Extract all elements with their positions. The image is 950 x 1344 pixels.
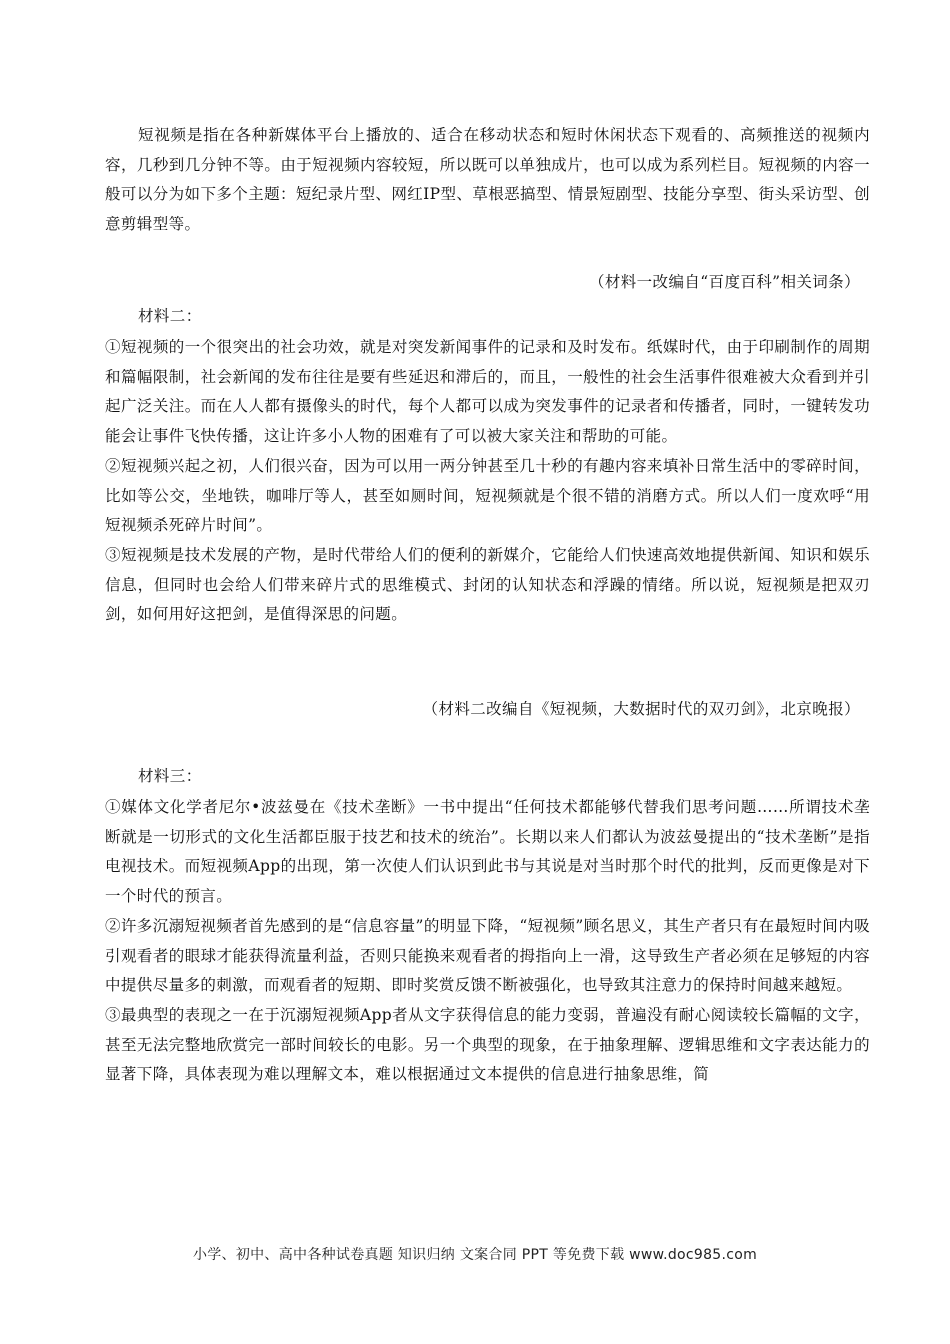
material3-paragraph-1: ①媒体文化学者尼尔•波兹曼在《技术垄断》一书中提出“任何技术都能够代替我们思考问题……所谓技术垄断就是一切形式的文化生活都臣服于技艺和技术的统治”。长期以来人们都认为波兹曼提出的“技术垄断”是指电视技术。而短视频App的出现，第一次使人们认识到此书与其说是对当时那个时代的批判，反而更像是对下一个时代的预言。 — [105, 798, 870, 906]
material2-source: （材料二改编自《短视频，大数据时代的双刃剑》，北京晚报） — [422, 700, 860, 718]
page-footer: 小学、初中、高中各种试卷真题 知识归纳 文案合同 PPT 等免费下载 www.doc985.com — [192, 1247, 758, 1263]
material2-body — [105, 333, 870, 630]
material1-text: 短视频是指在各种新媒体平台上播放的、适合在移动状态和短时休闲状态下观看的、高频推送的视频内容，几秒到几分钟不等。由于短视频内容较短，所以既可以单独成片，也可以成为系列栏目。短视频的内容一般可以分为如下多个主题：短纪录片型、网红IP型、草根恶搞型、情景短剧型、技能分享型、街头采访型、创意剪辑型等。 — [105, 126, 870, 234]
material2-label: 材料二： — [138, 307, 202, 325]
material2-paragraph-1: ①短视频的一个很突出的社会功效，就是对突发新闻事件的记录和及时发布。纸媒时代，由于印刷制作的周期和篇幅限制，社会新闻的发布往往是要有些延迟和滞后的，而且，一般性的社会生活事件很难被大众看到并引起广泛关注。而在人人都有摄像头的时代，每个人都可以成为突发事件的记录者和传播者，同时，一键转发功能会让事件飞快传播，这让许多小人物的困难有了可以被大家关注和帮助的可能。 — [105, 338, 870, 446]
material2-paragraph-3: ③短视频是技术发展的产物，是时代带给人们的便利的新媒介，它能给人们快速高效地提供新闻、知识和娱乐信息，但同时也会给人们带来碎片式的思维模式、封闭的认知状态和浮躁的情绪。所以说，短视频是把双刃剑，如何用好这把剑，是值得深思的问题。 — [105, 545, 870, 624]
material2-paragraph-2: ②短视频兴起之初，人们很兴奋，因为可以用一两分钟甚至几十秒的有趣内容来填补日常生活中的零碎时间，比如等公交，坐地铁，咖啡厅等人，甚至如厕时间，短视频就是个很不错的消磨方式。所以人们一度欢呼“用短视频杀死碎片时间”。 — [105, 456, 870, 535]
material3-body — [105, 793, 870, 1090]
material3-label: 材料三： — [138, 767, 202, 785]
material3-paragraph-3: ③最典型的表现之一在于沉溺短视频App者从文字获得信息的能力变弱，普遍没有耐心阅读较长篇幅的文字，甚至无法完整地欣赏完一部时间较长的电影。另一个典型的现象，在于抽象理解、逻辑思维和文字表达能力的显著下降，具体表现为难以理解文本，难以根据通过文本提供的信息进行抽象思维，简 — [105, 1005, 870, 1084]
material1-source: （材料一改编自“百度百科”相关词条） — [588, 273, 860, 291]
material1-paragraph — [105, 121, 870, 240]
material3-paragraph-2: ②许多沉溺短视频者首先感到的是“信息容量”的明显下降，“短视频”顾名思义，其生产者只有在最短时间内吸引观看者的眼球才能获得流量利益，否则只能换来观看者的拇指向上一滑，这导致生产者必须在足够短的内容中提供尽量多的刺激，而观看者的短期、即时奖赏反馈不断被强化，也导致其注意力的保持时间越来越短。 — [105, 916, 870, 995]
